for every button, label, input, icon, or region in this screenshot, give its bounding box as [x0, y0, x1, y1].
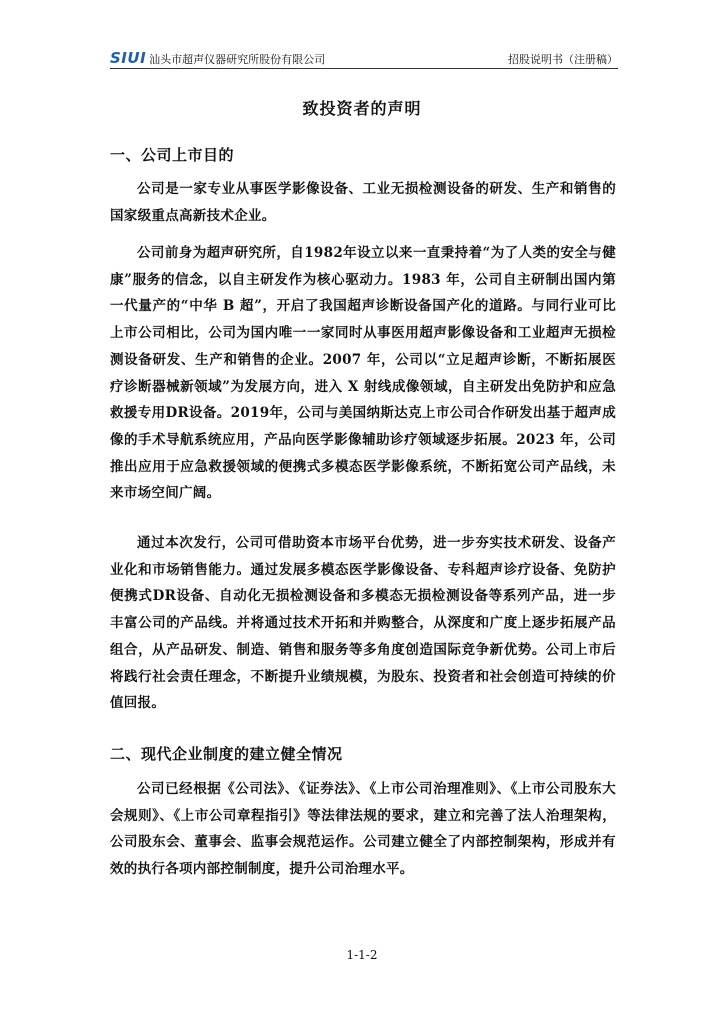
page-number: 1-1-2: [346, 948, 378, 962]
siui-logo: SIUI: [110, 49, 147, 67]
page-title: 致投资者的声明: [302, 99, 422, 118]
header-left: [110, 51, 325, 66]
paragraph-company-intro: 公司是一家专业从事医学影像设备、工业无损检测设备的研发、生产和销售的国家级重点高新技术企业。: [110, 181, 616, 224]
paragraph-governance: 公司已经根据《公司法》、《证券法》、《上市公司治理准则》、《上市公司股东大会规则》、《上市公司章程指引》等法律法规的要求，建立和完善了法人治理架构，公司股东会、董事会、监事会规范运作。公司建立健全了内部控制架构，形成并有效的执行各项内部控制制度，提升公司治理水平。: [110, 781, 616, 878]
company-name: 汕头市超声仪器研究所股份有限公司: [149, 53, 326, 66]
page-header: [110, 46, 618, 69]
paragraph-company-history: 公司前身为超声研究所，自1982年设立以来一直秉持着“为了人类的安全与健康”服务的信念，以自主研发作为核心驱动力。1983 年，公司自主研制出国内第一代量产的“中华 B 超”，开启了我国超声诊断设备国产化的道路。与同行业可比上市公司相比，公司为国内唯一一家同时从事医用超声影像设备和工业超声无损检测设备研发、生产和销售的企业。2007 年，公司以“立足超声诊断，不断拓展医疗诊断器械新领域”为发展方向，进入 X 射线成像领域，自主研发出免防护和应急救援专用DR设备。2019年，公司与美国纳斯达克上市公司合作研发出基于超声成像的手术导航系统应用，产品向医学影像辅助诊疗领域逐步拓展。2023 年，公司推出应用于应急救援领域的便携式多模态医学影像系统，不断拓宽公司产品线，未来市场空间广阔。: [110, 245, 616, 502]
section-heading-listing-purpose: 一、公司上市目的: [110, 146, 235, 164]
section-heading-corporate-governance: 二、现代企业制度的建立健全情况: [110, 745, 343, 763]
document-type: 招股说明书（注册稿）: [508, 53, 618, 66]
paragraph-offering-purpose: 通过本次发行，公司可借助资本市场平台优势，进一步夯实技术研发、设备产业化和市场销售能力。通过发展多模态医学影像设备、专科超声诊疗设备、免防护便携式DR设备、自动化无损检测设备和多模态无损检测设备等系列产品，进一步丰富公司的产品线。并将通过技术开拓和并购整合，从深度和广度上逐步拓展产品组合，从产品研发、制造、销售和服务等多角度创造国际竞争新优势。公司上市后将践行社会责任理念，不断提升业绩规模，为股东、投资者和社会创造可持续的价值回报。: [110, 535, 616, 712]
